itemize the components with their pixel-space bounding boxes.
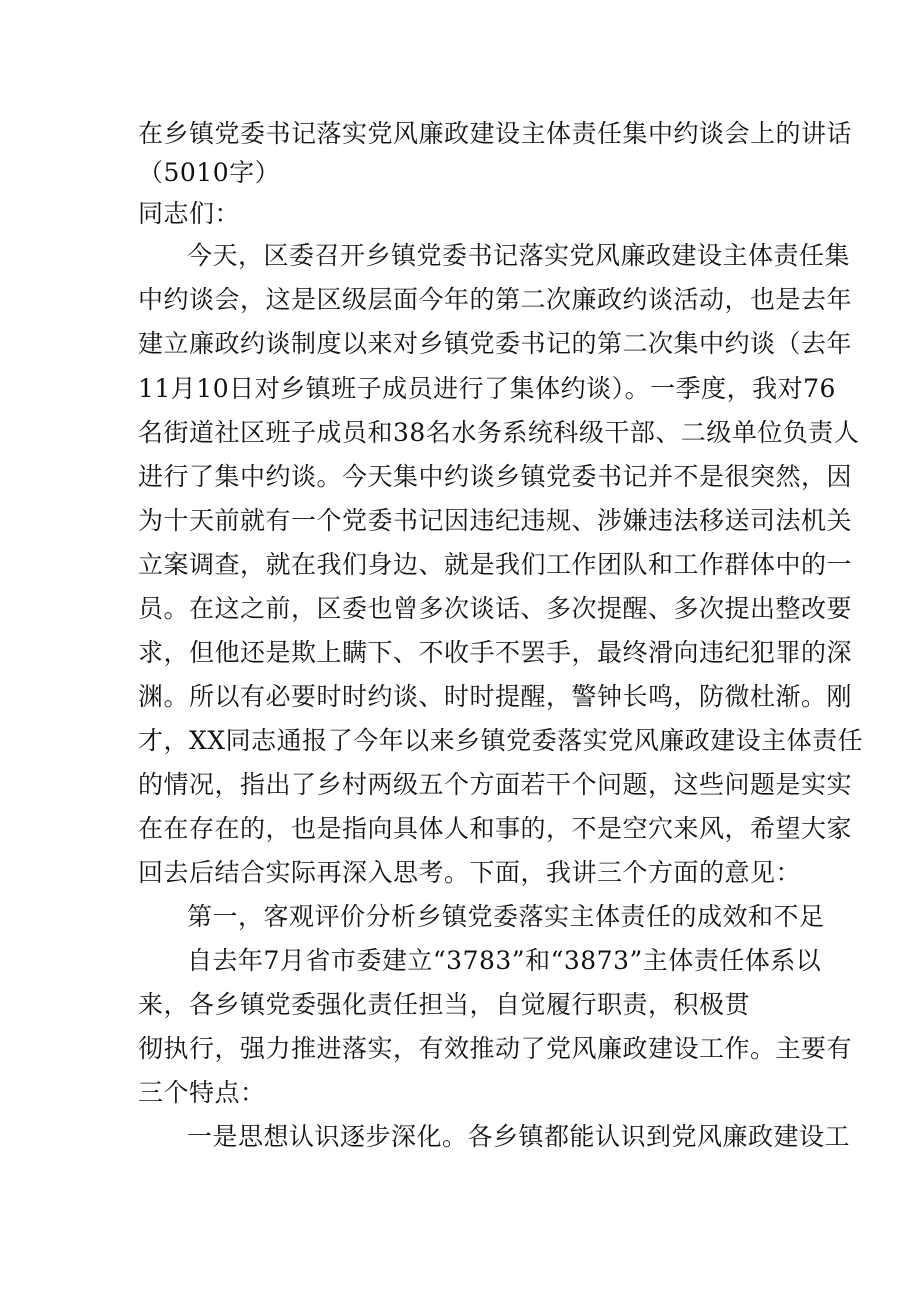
paragraph-1-line-2: 中约谈会，这是区级层面今年的第二次廉政约谈活动，也是去年 — [138, 285, 853, 314]
paragraph-1-line-8: 立案调查，就在我们身边、就是我们工作团队和工作群体中的一 — [138, 550, 853, 579]
paragraph-1-line-7: 为十天前就有一个党委书记因违纪违规、涉嫌违法移送司法机关 — [138, 506, 853, 535]
paragraph-1-line-14: 在在存在的，也是指向具体人和事的，不是空穴来风，希望大家 — [138, 814, 853, 843]
paragraph-2-line-2: 来，各乡镇党委强化责任担当，自觉履行职责，积极贯 — [138, 990, 751, 1019]
paragraph-1-line-6: 进行了集中约谈。今天集中约谈乡镇党委书记并不是很突然，因 — [138, 462, 853, 491]
paragraph-3-line-1: 一是思想认识逐步深化。各乡镇都能认识到党风廉政建设工 — [187, 1122, 851, 1151]
document-title-line-2: （5010字） — [138, 158, 281, 187]
paragraph-1-line-9: 员。在这之前，区委也曾多次谈话、多次提醒、多次提出整改要 — [138, 594, 853, 623]
paragraph-2-line-4: 三个特点： — [138, 1078, 266, 1107]
document-title-line-1: 在乡镇党委书记落实党风廉政建设主体责任集中约谈会上的讲话 — [138, 119, 853, 148]
paragraph-1-line-11: 渊。所以有必要时时约谈、时时提醒，警钟长鸣，防微杜渐。刚 — [138, 682, 853, 711]
paragraph-1-line-15: 回去后结合实际再深入思考。下面，我讲三个方面的意见： — [138, 858, 802, 887]
paragraph-1-line-5: 名街道社区班子成员和38名水务系统科级干部、二级单位负责人 — [138, 418, 860, 447]
paragraph-2-line-3: 彻执行，强力推进落实，有效推动了党风廉政建设工作。主要有 — [138, 1034, 853, 1063]
paragraph-1-line-12: 才，XX同志通报了今年以来乡镇党委落实党风廉政建设主体责任 — [138, 726, 864, 755]
section-heading-1: 第一，客观评价分析乡镇党委落实主体责任的成效和不足 — [187, 902, 825, 931]
paragraph-1-line-13: 的情况，指出了乡村两级五个方面若干个问题，这些问题是实实 — [138, 770, 853, 799]
paragraph-1-line-1: 今天，区委召开乡镇党委书记落实党风廉政建设主体责任集 — [187, 241, 851, 270]
paragraph-2-line-1: 自去年7月省市委建立“3783”和“3873”主体责任体系以 — [187, 946, 822, 975]
salutation: 同志们： — [138, 199, 241, 228]
paragraph-1-line-10: 求，但他还是欺上瞒下、不收手不罢手，最终滑向违纪犯罪的深 — [138, 638, 853, 667]
paragraph-1-line-3: 建立廉政约谈制度以来对乡镇党委书记的第二次集中约谈（去年 — [138, 329, 853, 358]
paragraph-1-line-4: 11月10日对乡镇班子成员进行了集体约谈）。一季度，我对76 — [138, 374, 836, 403]
